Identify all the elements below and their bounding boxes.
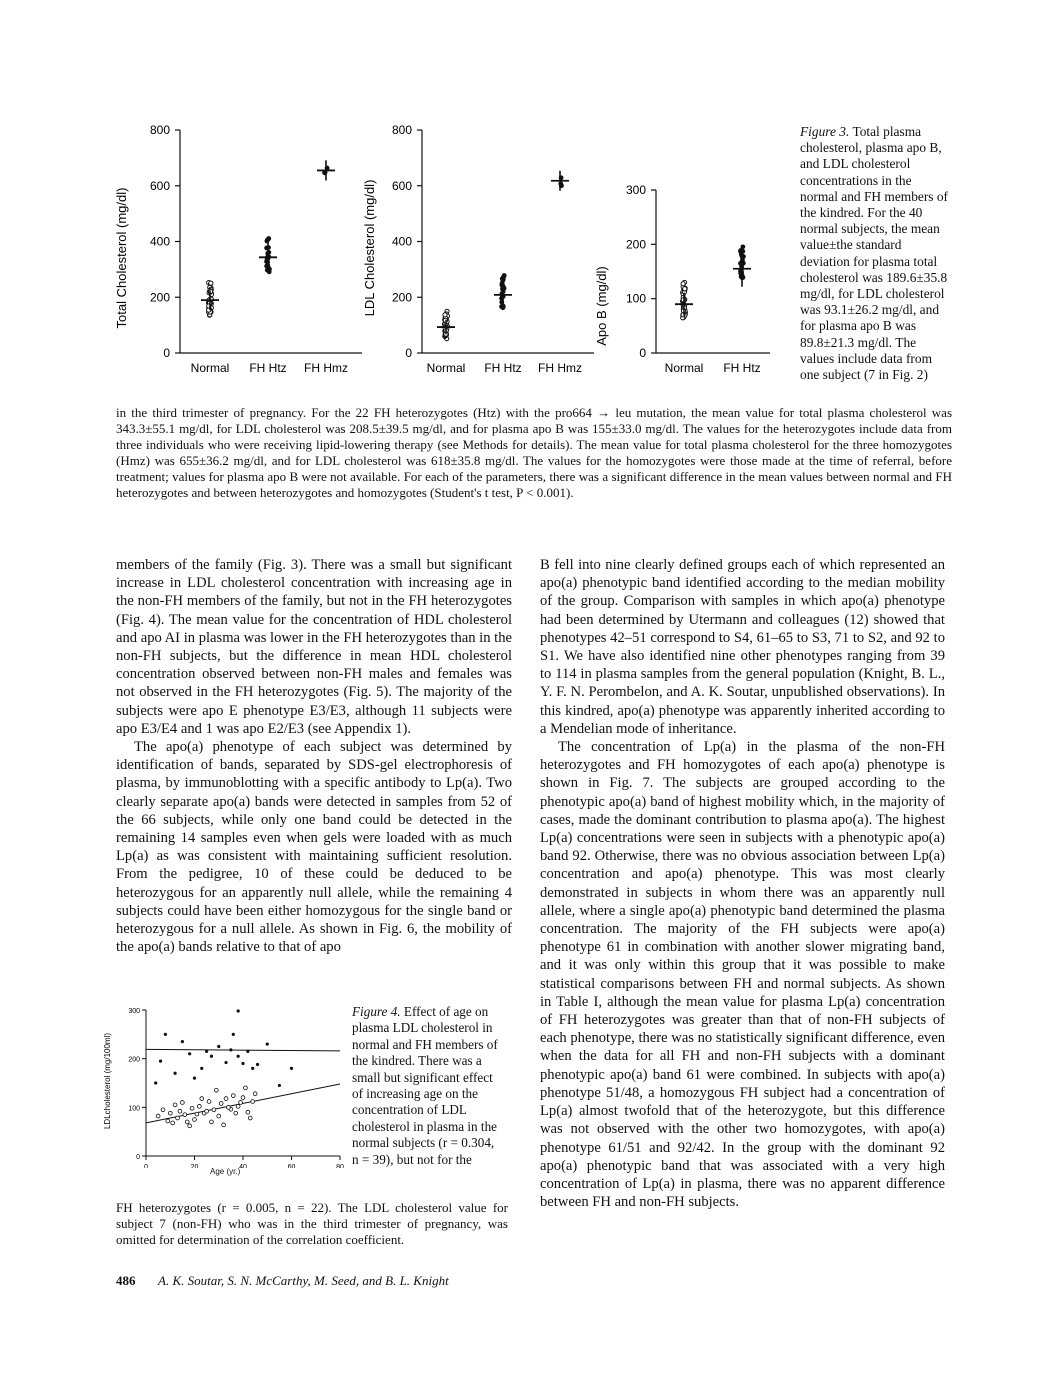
fig3-p1-cat-fhhtz: FH Htz [249,361,287,375]
fig4-point-filled [241,1062,244,1065]
fig4-point-open [248,1116,252,1120]
fig4-point-filled [210,1055,213,1058]
fig4-point-open [207,1100,211,1104]
fig3-point-filled [502,273,507,278]
fig3-p2-cat-normal: Normal [426,361,466,375]
fig4-xlabel: Age (yr.) [210,1167,241,1176]
fig4-point-filled [205,1050,208,1053]
fig4-point-filled [229,1048,232,1051]
fig4-xtick-label: 80 [336,1164,344,1168]
page-number: 486 [116,1273,136,1288]
fig4-point-open [246,1110,250,1114]
fig4-point-filled [237,1055,240,1058]
fig3-point-open [681,282,685,286]
fig3-p1-tick-label: 400 [149,234,170,249]
fig4-ytick-label: 200 [128,1056,140,1064]
fig4-point-filled [193,1077,196,1080]
fig3-p3-tick-label: 0 [639,346,646,360]
fig4-point-open [183,1113,187,1117]
fig4-point-open [161,1108,165,1112]
fig3-point-filled [266,250,271,255]
fig3-panel-total-cholesterol [114,123,362,375]
fig4-point-open [217,1114,221,1118]
fig3-panel-ldl-cholesterol [362,123,594,375]
fig4-point-open [253,1092,257,1096]
fig3-point-filled [558,181,563,186]
right-paragraph-2: The concentration of Lp(a) in the plasma of the non-FH heterozygotes and FH homozygotes of each apo(a) phenotype is shown in Fig. 7. The subjects are grouped according to the phenotypic apo(a) band of highest mobility which, in the majority of cases, made the dominant contribution to plasma apo(a). The highest Lp(a) concentrations were seen in subjects with a phenotypic apo(a) band 92. Otherwise, there was no obvious association between Lp(a) concentration and apo(a) phenotype. This was most clearly demonstrated in subjects in whom there was an apparently null allele, where a single apo(a) phenotypic band determined the plasma concentration. The majority of the FH subjects were apo(a) phenotype 61 in combination with another slower migrating band, and it was only within this group that it was possible to make statistical comparisons between FH and normal subjects. As shown in Table I, although the mean value for plasma Lp(a) concentration of FH heterozygotes was greater than that of non-FH subjects of each phenotype, there was no statistically significant difference, even when the data for all FH and non-FH subjects with a dominant phenotypic apo(a) band 61 were combined. In subjects with apo(a) phenotype 51/48, a homozygous FH subject had a concentration of Lp(a) almost twofold that of the heterozygote, but this difference was not observed with the other two homozygotes, with apo(a) phenotype 61/51 and 92/42. In the group with the dominant 92 apo(a) phenotypic band that was associated with a very high concentration of Lp(a) in plasma, there was no apparent difference between FH and non-FH subjects. [540,739,945,1211]
fig3-p2-tick-label: 600 [391,178,412,193]
fig4-point-open [251,1100,255,1104]
fig4-point-open [171,1121,175,1125]
fig4-point-open [241,1096,245,1100]
fig4-ytick-label: 0 [136,1154,140,1161]
fig3-p3-tick-label: 200 [625,237,646,252]
figure-3-caption-side [800,124,952,383]
fig4-point-open [200,1097,204,1101]
fig4-point-filled [290,1067,293,1070]
left-column [116,556,512,956]
fig4-point-filled [256,1063,259,1066]
fig3-point-open [683,287,687,291]
fig4-xtick-label: 40 [239,1164,247,1168]
fig4-xtick-label: 60 [287,1164,296,1168]
figure-4-caption-side [352,1004,500,1168]
fig3-p2-cat-fhhmz: FH Hmz [538,361,582,375]
fig3-p1-tick-label: 200 [149,290,170,305]
fig3-p2-cat-fhhtz: FH Htz [484,361,522,375]
fig3-p3-ylabel: Apo B (mg/dl) [594,266,609,346]
fig3-p1-tick-label: 800 [149,123,170,137]
figure-4-caption-text: Effect of age on plasma LDL cholesterol in normal and FH members of the kindred. There was a small but significant effect of increasing age on the concentration of LDL cholesterol in plasma in the normal subjects (r = 0.304, n = 39), but not for the [352,1004,498,1167]
fig3-p2-tick-label: 400 [391,234,412,249]
fig4-point-open [224,1097,228,1101]
fig3-p1-tick-label: 0 [163,346,170,360]
fig4-point-open [234,1111,238,1115]
fig3-p1-ylabel: Total Cholesterol (mg/dl) [114,187,129,329]
fig4-point-open [178,1109,182,1113]
fig4-point-filled [154,1081,157,1084]
fig3-panel-apo-b [594,183,770,375]
fig4-xtick-label: 0 [144,1164,148,1168]
fig4-ytick-label: 100 [128,1105,140,1113]
fig4-point-open [193,1118,197,1122]
fig4-point-open [190,1106,194,1110]
fig3-p1-cat-normal: Normal [190,361,230,375]
fig4-point-open [236,1104,240,1108]
fig3-p2-tick-label: 0 [405,346,412,360]
fig4-point-open [185,1120,189,1124]
fig4-point-open [195,1112,199,1116]
fig4-point-filled [246,1050,249,1053]
fig3-point-open [209,281,213,285]
fig3-point-open [443,313,447,317]
fig4-point-open [205,1109,209,1113]
fig4-point-filled [237,1009,240,1012]
figure-3-caption-bottom: in the third trimester of pregnancy. For the 22 FH heterozygotes (Htz) with the pro664 → leu mutation, the mean value for total plasma cholesterol was 343.3±55.1 mg/dl, for LDL cholesterol was 208.5±39.5 mg/dl, and for plasma apo B was 155±33.0 mg/dl. The values for the heterozygotes include data from three individuals who were receiving lipid-lowering therapy (see Methods for details). The mean value for total plasma cholesterol for the three homozygotes (Hmz) was 655±36.2 mg/dl, and for LDL cholesterol was 618±35.8 mg/dl. The values for the homozygotes were those made at the time of referral, before treatment; values for plasma apo B were not available. For each of the parameters, there was a significant difference in the mean values between normal and FH heterozygotes and between heterozygotes and homozygotes (Student's t test, P < 0.001). [116,405,952,500]
fig4-point-filled [224,1061,227,1064]
right-paragraph-1: B fell into nine clearly defined groups each of which represented an apo(a) phenotypic band identified according to the median mobility of the group. Comparison with samples in which apo(a) phenotype had been determined by Utermann and colleagues (12) showed that phenotypes 42–51 correspond to S4, 61–65 to S3, 71 to S2, and 92 to S1. We have also identified nine other phenotypes ranging from 39 to 114 in plasma samples from the general population (Knight, B. L., Y. F. N. Perombelon, and A. K. Soutar, unpublished observations). In this kindred, apo(a) phenotype was apparently inherited according to a Mendelian mode of inheritance. [540,557,945,737]
fig4-point-open [219,1102,223,1106]
fig4-point-open [231,1094,235,1098]
fig3-p2-ylabel: LDL Cholesterol (mg/dl) [362,179,377,317]
fig4-point-open [188,1124,192,1128]
fig4-point-filled [188,1052,191,1055]
fig4-point-open [197,1104,201,1108]
fig4-point-open [168,1111,172,1115]
fig4-point-open [166,1119,170,1123]
fig4-ylabel: LDLcholesterol (mg/100ml) [103,1032,112,1130]
fig4-point-filled [200,1067,203,1070]
figure-4-label: Figure 4. [352,1004,401,1019]
fig4-point-open [222,1123,226,1127]
fig4-point-open [212,1108,216,1112]
fig4-point-filled [266,1042,269,1045]
fig4-point-filled [217,1045,220,1048]
fig3-point-filled [740,244,745,249]
fig4-regression-FH [146,1049,340,1050]
fig3-p2-tick-label: 200 [391,290,412,305]
fig4-point-open [244,1086,248,1090]
figure-3-caption-text: Total plasma cholesterol, plasma apo B, and LDL cholesterol concentrations in the normal and FH members of the kindred. For the 40 normal subjects, the mean value±the standard deviation for plasma total cholesterol was 189.6±35.8 mg/dl, for LDL cholesterol was 93.1±26.2 mg/dl, and for plasma apo B was 89.8±21.3 mg/dl. The values include data from one subject (7 in Fig. 2) [800,124,949,383]
fig4-point-open [156,1114,160,1118]
fig4-point-open [239,1101,243,1105]
fig3-p3-tick-label: 300 [625,183,646,197]
fig3-point-filled [265,238,270,243]
fig4-point-filled [164,1033,167,1036]
fig4-point-filled [159,1060,162,1063]
fig4-xtick-label: 20 [190,1164,199,1168]
fig4-point-open [214,1088,218,1092]
fig4-point-filled [174,1072,177,1075]
fig4-point-filled [181,1040,184,1043]
figure-4 [100,998,350,1168]
fig3-p3-tick-label: 100 [625,291,646,306]
fig3-p1-tick-label: 600 [149,178,170,193]
right-column [540,556,945,1211]
figure-4-caption-bottom: FH heterozygotes (r = 0.005, n = 22). The LDL cholesterol value for subject 7 (non-FH) who was in the third trimester of pregnancy, was omitted for determination of the correlation coefficient. [116,1200,508,1247]
fig4-point-open [176,1116,180,1120]
fig3-p2-tick-label: 800 [391,123,412,137]
fig3-p1-cat-fhhmz: FH Hmz [304,361,348,375]
left-paragraph-2: The apo(a) phenotype of each subject was determined by identification of bands, separated by SDS-gel electrophoresis of plasma, by immunoblotting with a specific antibody to Lp(a). Two clearly separate apo(a) bands were detected in samples from 52 of the 66 subjects, while only one band could be detected in the remaining 14 samples even when gels were loaded with as much Lp(a) as was consistent with maintaining sufficient resolution. From the pedigree, 10 of these could be deduced to be heterozygous for an apparently null allele, while the remaining 4 subjects could have been either homozygous for the single band or heterozygous for a null allele. As shown in Fig. 6, the mobility of the apo(a) bands relative to that of apo [116,739,512,956]
fig3-p3-cat-normal: Normal [664,361,704,375]
fig4-point-filled [251,1067,254,1070]
fig4-point-open [173,1103,177,1107]
fig4-point-open [210,1120,214,1124]
left-paragraph-1: members of the family (Fig. 3). There was a small but significant increase in LDL cholesterol concentration with increasing age in the non-FH members of the family, but not in the FH heterozygotes (Fig. 4). The mean value for the concentration of HDL cholesterol and apo AI in plasma was lower in the FH heterozygotes than in the non-FH subjects, but the difference in mean HDL cholesterol concentration observed between non-FH males and females was not observed in the FH heterozygotes (Fig. 5). The majority of the subjects were apo E phenotype E3/E3, although 11 subjects were apo E3/E4 and 1 was apo E2/E3 (see Appendix 1). [116,557,512,737]
fig4-point-filled [278,1084,281,1087]
fig4-point-open [180,1101,184,1105]
page-footer [116,1273,449,1289]
fig3-p3-cat-fhhtz: FH Htz [723,361,761,375]
fig4-ytick-label: 300 [128,1008,140,1015]
figure-3-label: Figure 3. [800,124,850,139]
fig4-point-open [227,1105,231,1109]
fig4-point-filled [232,1033,235,1036]
footer-authors: A. K. Soutar, S. N. McCarthy, M. Seed, and B. L. Knight [158,1273,449,1288]
figure-3 [110,118,790,398]
